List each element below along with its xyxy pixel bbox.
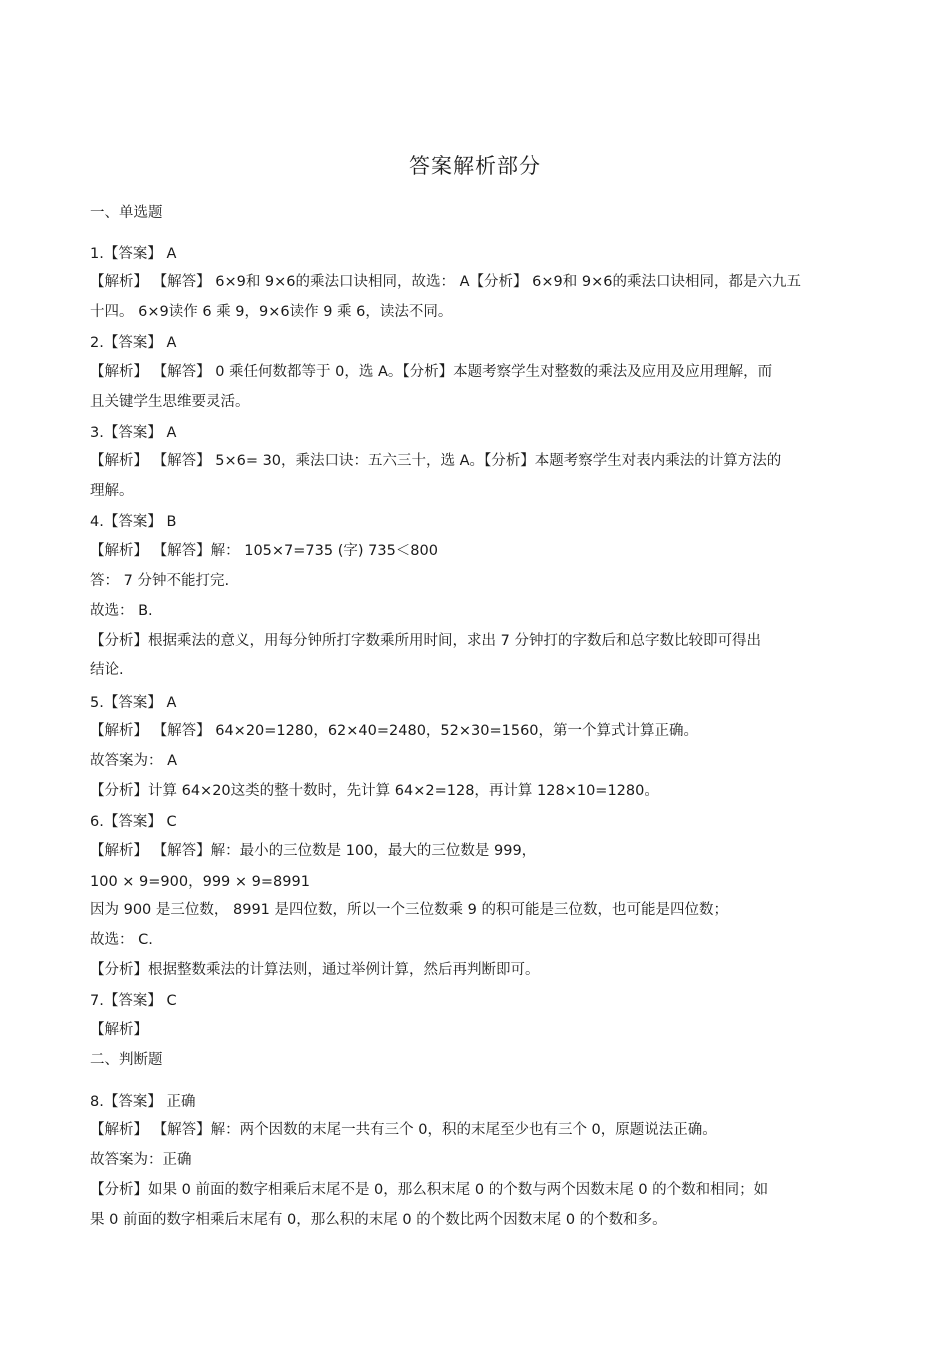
explanation-line: 【解析】 【解答】 0 乘任何数都等于 0，选 A。【分析】本题考察学生对整数的乘法及应用及应用理解，而 (90, 364, 773, 380)
explanation-line: 100 × 9=900，999 × 9=8991 (90, 874, 310, 890)
explanation-line: 【解析】 【解答】 5×6= 30，乘法口诀：五六三十，选 A。【分析】本题考察学生对表内乘法的计算方法的 (90, 453, 782, 469)
explanation-line: 【分析】根据乘法的意义，用每分钟所打字数乘所用时间，求出 7 分钟打的字数后和总字数比较即可得出 (90, 633, 761, 649)
answer-line-8: 8.【答案】 正确 (90, 1094, 196, 1110)
explanation-line: 【解析】 【解答】解：最小的三位数是 100，最大的三位数是 999， (90, 843, 537, 859)
explanation-line: 果 0 前面的数字相乘后末尾有 0，那么积的末尾 0 的个数比两个因数末尾 0 的个数和多。 (90, 1212, 667, 1228)
explanation-line: 故答案为： A (90, 753, 178, 769)
explanation-line: 且关键学生思维要灵活。 (90, 394, 250, 410)
section-heading-single-choice: 一、单选题 (90, 205, 163, 221)
explanation-line: 答： 7 分钟不能打完. (90, 573, 230, 589)
answer-line-2: 2.【答案】 A (90, 335, 177, 351)
explanation-line: 理解。 (90, 483, 134, 499)
page-title: 答案解析部分 (409, 154, 541, 178)
answer-line-3: 3.【答案】 A (90, 425, 177, 441)
explanation-line: 【分析】如果 0 前面的数字相乘后末尾不是 0，那么积末尾 0 的个数与两个因数末尾 0 的个数和相同；如 (90, 1182, 769, 1198)
explanation-line: 结论. (90, 662, 124, 678)
answer-line-5: 5.【答案】 A (90, 695, 177, 711)
explanation-line: 故选： C. (90, 932, 153, 948)
explanation-line: 因为 900 是三位数， 8991 是四位数，所以一个三位数乘 9 的积可能是三位数，也可能是四位数； (90, 902, 728, 918)
section-heading-true-false: 二、判断题 (90, 1052, 163, 1068)
explanation-line: 故答案为：正确 (90, 1152, 192, 1168)
explanation-line: 故选： B. (90, 603, 153, 619)
explanation-line: 【解析】 (90, 1022, 148, 1038)
explanation-line: 【解析】 【解答】 64×20=1280，62×40=2480，52×30=1560，第一个算式计算正确。 (90, 723, 699, 739)
explanation-line: 【分析】根据整数乘法的计算法则，通过举例计算，然后再判断即可。 (90, 962, 540, 978)
answer-line-4: 4.【答案】 B (90, 514, 177, 530)
explanation-line: 十四。 6×9读作 6 乘 9，9×6读作 9 乘 6，读法不同。 (90, 304, 453, 320)
explanation-line: 【解析】 【解答】解：两个因数的末尾一共有三个 0，积的末尾至少也有三个 0，原题说法正确。 (90, 1122, 717, 1138)
explanation-line: 【分析】计算 64×20这类的整十数时，先计算 64×2=128，再计算 128×10=1280。 (90, 783, 659, 799)
answer-line-6: 6.【答案】 C (90, 814, 177, 830)
explanation-line: 【解析】 【解答】 6×9和 9×6的乘法口诀相同，故选： A【分析】 6×9和 9×6的乘法口诀相同，都是六九五 (90, 274, 801, 290)
explanation-line: 【解析】 【解答】解： 105×7=735 (字) 735＜800 (90, 543, 438, 559)
answer-line-7: 7.【答案】 C (90, 993, 177, 1009)
answer-line-1: 1.【答案】 A (90, 246, 177, 262)
